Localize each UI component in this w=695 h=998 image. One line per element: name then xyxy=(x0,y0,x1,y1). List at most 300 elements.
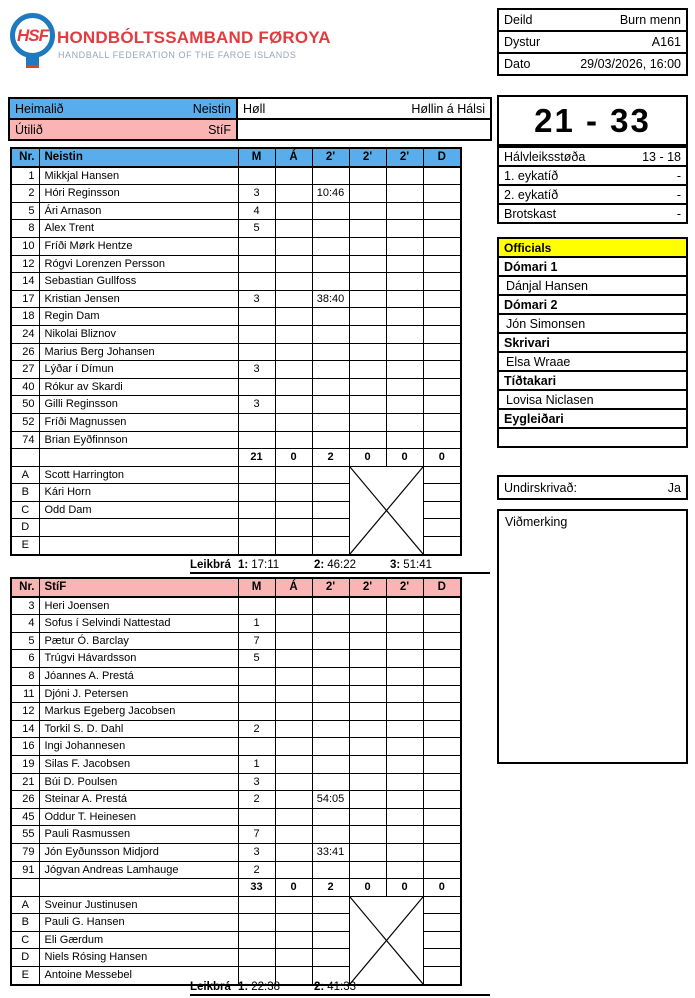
period-number: 3: xyxy=(390,559,401,571)
player-name: Silas F. Jacobsen xyxy=(39,755,238,773)
warning-cell xyxy=(275,202,312,220)
empty-cell xyxy=(238,896,275,914)
player-number: 91 xyxy=(11,861,39,879)
player-row xyxy=(11,431,461,449)
goals-cell xyxy=(238,597,275,615)
suspension-1-cell xyxy=(312,378,349,396)
score-detail-value: - xyxy=(676,206,681,221)
player-number: 40 xyxy=(11,378,39,396)
stat-column-header: 2' xyxy=(312,148,349,167)
suspension-1-cell: 54:05 xyxy=(312,791,349,809)
official-person-name: Lovisa Niclasen xyxy=(497,389,688,410)
totals-value: 0 xyxy=(386,449,423,467)
goals-cell: 3 xyxy=(238,361,275,379)
goals-cell: 7 xyxy=(238,826,275,844)
home-team-cell xyxy=(9,98,237,119)
goals-cell: 5 xyxy=(238,220,275,238)
player-row xyxy=(11,808,461,826)
empty-cell xyxy=(275,501,312,519)
score-detail-value: - xyxy=(676,168,681,183)
player-row xyxy=(11,773,461,791)
suspension-2-cell xyxy=(349,773,386,791)
home-label: Heimalið xyxy=(15,101,64,116)
empty-cell xyxy=(275,931,312,949)
suspension-2-cell xyxy=(349,273,386,291)
player-number: 1 xyxy=(11,167,39,185)
player-number: 12 xyxy=(11,255,39,273)
suspension-2-cell xyxy=(349,738,386,756)
suspension-1-cell: 38:40 xyxy=(312,290,349,308)
suspension-3-cell xyxy=(386,791,423,809)
disqualification-cell xyxy=(423,237,461,255)
player-number: 14 xyxy=(11,273,39,291)
suspension-1-cell xyxy=(312,202,349,220)
disqualification-cell xyxy=(423,431,461,449)
player-row xyxy=(11,378,461,396)
suspension-3-cell xyxy=(386,738,423,756)
goals-cell xyxy=(238,167,275,185)
suspension-1-cell xyxy=(312,738,349,756)
game-clock-entry xyxy=(314,559,390,571)
empty-cell xyxy=(312,949,349,967)
disqualification-cell xyxy=(423,361,461,379)
home-roster-table xyxy=(10,147,462,556)
suspension-3-cell xyxy=(386,290,423,308)
suspension-2-cell xyxy=(349,808,386,826)
warning-cell xyxy=(275,685,312,703)
home-team-name: Neistin xyxy=(192,101,231,116)
empty-cell xyxy=(312,466,349,484)
empty-cell xyxy=(423,896,461,914)
suspension-2-cell xyxy=(349,378,386,396)
player-name: Torkil S. D. Dahl xyxy=(39,720,238,738)
warning-cell xyxy=(275,720,312,738)
goals-cell xyxy=(238,413,275,431)
player-name: Markus Egeberg Jacobsen xyxy=(39,703,238,721)
warning-cell xyxy=(275,396,312,414)
suspension-1-cell xyxy=(312,808,349,826)
empty-cell xyxy=(423,914,461,932)
suspension-1-cell xyxy=(312,861,349,879)
player-number: 8 xyxy=(11,220,39,238)
match-info-value: 29/03/2026, 16:00 xyxy=(580,57,681,71)
disqualification-cell xyxy=(423,597,461,615)
player-row xyxy=(11,667,461,685)
cross-out-x-mark xyxy=(350,467,423,554)
suspension-2-cell xyxy=(349,202,386,220)
player-row xyxy=(11,843,461,861)
suspension-2-cell xyxy=(349,431,386,449)
match-info-row xyxy=(497,8,688,32)
player-row xyxy=(11,413,461,431)
suspension-2-cell xyxy=(349,343,386,361)
player-number: 5 xyxy=(11,632,39,650)
logo-stem xyxy=(26,55,39,68)
empty-cell xyxy=(275,914,312,932)
disqualification-cell xyxy=(423,843,461,861)
goals-cell: 7 xyxy=(238,632,275,650)
score-detail-label: Brotskast xyxy=(504,206,557,221)
crossed-out-region xyxy=(349,896,423,984)
stat-column-header: 2' xyxy=(386,578,423,597)
crossed-out-region xyxy=(349,466,423,554)
game-clock-entry xyxy=(238,559,314,571)
official-letter: E xyxy=(11,537,39,555)
suspension-3-cell xyxy=(386,413,423,431)
official-name: Scott Harrington xyxy=(39,466,238,484)
player-number: 4 xyxy=(11,615,39,633)
disqualification-cell xyxy=(423,378,461,396)
goals-cell xyxy=(238,738,275,756)
totals-value: 0 xyxy=(386,879,423,897)
suspension-3-cell xyxy=(386,431,423,449)
official-role-label: Tíðtakari xyxy=(497,370,688,391)
player-number: 5 xyxy=(11,202,39,220)
suspension-3-cell xyxy=(386,273,423,291)
player-number: 27 xyxy=(11,361,39,379)
player-number: 79 xyxy=(11,843,39,861)
goals-cell: 1 xyxy=(238,615,275,633)
player-row xyxy=(11,826,461,844)
suspension-3-cell xyxy=(386,255,423,273)
player-row xyxy=(11,273,461,291)
suspension-3-cell xyxy=(386,808,423,826)
period-time: 22:38 xyxy=(251,981,281,993)
totals-spacer xyxy=(39,879,238,897)
suspension-3-cell xyxy=(386,755,423,773)
totals-value: 33 xyxy=(238,879,275,897)
signed-label: Undirskrivað: xyxy=(504,480,577,495)
warning-cell xyxy=(275,273,312,291)
period-number: 1: xyxy=(238,981,249,993)
suspension-3-cell xyxy=(386,343,423,361)
player-number: 8 xyxy=(11,667,39,685)
away-team-name: StíF xyxy=(208,122,231,137)
suspension-1-cell xyxy=(312,650,349,668)
official-role-label: Skrivari xyxy=(497,332,688,353)
warning-cell xyxy=(275,703,312,721)
game-clock-entry xyxy=(238,981,314,993)
goals-cell: 2 xyxy=(238,791,275,809)
official-letter: C xyxy=(11,931,39,949)
totals-value: 0 xyxy=(275,449,312,467)
disqualification-cell xyxy=(423,861,461,879)
team-name-header: Neistin xyxy=(39,148,238,167)
official-letter: C xyxy=(11,501,39,519)
goals-cell: 1 xyxy=(238,755,275,773)
warning-cell xyxy=(275,773,312,791)
player-name: Regin Dam xyxy=(39,308,238,326)
player-name: Rókur av Skardi xyxy=(39,378,238,396)
stat-column-header: Á xyxy=(275,148,312,167)
suspension-2-cell xyxy=(349,220,386,238)
player-row xyxy=(11,685,461,703)
player-number: 6 xyxy=(11,650,39,668)
suspension-2-cell xyxy=(349,861,386,879)
suspension-3-cell xyxy=(386,361,423,379)
hall-label: Høll xyxy=(243,101,266,116)
totals-spacer xyxy=(11,449,39,467)
player-number: 19 xyxy=(11,755,39,773)
player-name: Trúgvi Hávardsson xyxy=(39,650,238,668)
warning-cell xyxy=(275,167,312,185)
goals-cell: 4 xyxy=(238,202,275,220)
empty-cell xyxy=(423,501,461,519)
player-name: Djóni J. Petersen xyxy=(39,685,238,703)
warning-cell xyxy=(275,378,312,396)
warning-cell xyxy=(275,290,312,308)
remarks-title: Viðmerking xyxy=(505,515,568,529)
disqualification-cell xyxy=(423,632,461,650)
hsf-logo-icon xyxy=(10,13,55,58)
goals-cell xyxy=(238,685,275,703)
goals-cell xyxy=(238,808,275,826)
player-name: Pætur Ó. Barclay xyxy=(39,632,238,650)
match-info-value: A161 xyxy=(651,35,681,49)
player-name: Jógvan Andreas Lamhauge xyxy=(39,861,238,879)
warning-cell xyxy=(275,308,312,326)
suspension-1-cell xyxy=(312,413,349,431)
suspension-3-cell xyxy=(386,308,423,326)
official-name: Odd Dam xyxy=(39,501,238,519)
disqualification-cell xyxy=(423,615,461,633)
player-name: Jón Eyðunsson Midjord xyxy=(39,843,238,861)
suspension-2-cell xyxy=(349,413,386,431)
match-info-label: Deild xyxy=(504,13,533,27)
empty-cell xyxy=(312,914,349,932)
totals-spacer xyxy=(39,449,238,467)
official-name: Kári Horn xyxy=(39,484,238,502)
suspension-2-cell xyxy=(349,325,386,343)
suspension-1-cell: 33:41 xyxy=(312,843,349,861)
empty-cell xyxy=(312,484,349,502)
signed-box xyxy=(497,475,688,500)
signed-value: Ja xyxy=(667,480,681,495)
goals-cell: 2 xyxy=(238,720,275,738)
player-row xyxy=(11,720,461,738)
away-team-cell xyxy=(9,119,237,140)
player-number: 55 xyxy=(11,826,39,844)
player-row xyxy=(11,185,461,203)
disqualification-cell xyxy=(423,255,461,273)
player-number: 3 xyxy=(11,597,39,615)
player-name: Steinar A. Prestá xyxy=(39,791,238,809)
player-number: 14 xyxy=(11,720,39,738)
suspension-3-cell xyxy=(386,861,423,879)
match-info-label: Dystur xyxy=(504,35,541,49)
player-name: Jóannes A. Prestá xyxy=(39,667,238,685)
empty-cell xyxy=(423,949,461,967)
empty-cell xyxy=(423,537,461,555)
score-detail-label: 1. eykatíð xyxy=(504,168,559,183)
totals-value: 0 xyxy=(275,879,312,897)
empty-cell xyxy=(238,914,275,932)
empty-cell xyxy=(238,484,275,502)
totals-value: 21 xyxy=(238,449,275,467)
suspension-3-cell xyxy=(386,597,423,615)
player-name: Gilli Reginsson xyxy=(39,396,238,414)
match-info-row xyxy=(497,30,688,54)
disqualification-cell xyxy=(423,720,461,738)
suspension-2-cell xyxy=(349,843,386,861)
suspension-2-cell xyxy=(349,703,386,721)
match-info-panel xyxy=(497,8,688,76)
team-official-row xyxy=(11,466,461,484)
stat-column-header: 2' xyxy=(349,148,386,167)
suspension-1-cell xyxy=(312,755,349,773)
match-info-row xyxy=(497,52,688,76)
period-time: 17:11 xyxy=(251,559,280,571)
suspension-3-cell xyxy=(386,650,423,668)
empty-cell xyxy=(312,501,349,519)
roster-header-row xyxy=(11,148,461,167)
player-number: 17 xyxy=(11,290,39,308)
player-name: Sebastian Gullfoss xyxy=(39,273,238,291)
suspension-2-cell xyxy=(349,755,386,773)
suspension-3-cell xyxy=(386,396,423,414)
player-name: Mikkjal Hansen xyxy=(39,167,238,185)
score-detail-row xyxy=(497,184,688,205)
player-name: Brian Eyðfinnson xyxy=(39,431,238,449)
stat-column-header: M xyxy=(238,148,275,167)
player-row xyxy=(11,650,461,668)
player-row xyxy=(11,632,461,650)
suspension-2-cell xyxy=(349,615,386,633)
score-detail-row xyxy=(497,165,688,186)
nr-column-header: Nr. xyxy=(11,578,39,597)
player-name: Fríði Magnussen xyxy=(39,413,238,431)
empty-cell xyxy=(275,519,312,537)
suspension-2-cell xyxy=(349,255,386,273)
disqualification-cell xyxy=(423,202,461,220)
warning-cell xyxy=(275,755,312,773)
suspension-1-cell xyxy=(312,325,349,343)
suspension-3-cell xyxy=(386,167,423,185)
suspension-3-cell xyxy=(386,237,423,255)
official-role-label: Dómari 1 xyxy=(497,256,688,277)
suspension-2-cell xyxy=(349,167,386,185)
player-row xyxy=(11,597,461,615)
suspension-1-cell xyxy=(312,396,349,414)
score-detail-rows xyxy=(497,146,688,224)
suspension-1-cell xyxy=(312,220,349,238)
period-time: 41:33 xyxy=(327,981,357,993)
warning-cell xyxy=(275,597,312,615)
suspension-1-cell xyxy=(312,703,349,721)
remarks-box xyxy=(497,509,688,764)
official-letter: B xyxy=(11,914,39,932)
disqualification-cell xyxy=(423,826,461,844)
totals-row xyxy=(11,879,461,897)
official-person-name: Jón Simonsen xyxy=(497,313,688,334)
federation-name: HONDBÓLTSSAMBAND FØROYA xyxy=(57,28,331,47)
player-row xyxy=(11,167,461,185)
official-name: Niels Rósing Hansen xyxy=(39,949,238,967)
player-name: Fríði Mørk Hentze xyxy=(39,237,238,255)
player-row xyxy=(11,861,461,879)
game-clock-entry xyxy=(314,981,390,993)
warning-cell xyxy=(275,255,312,273)
suspension-1-cell xyxy=(312,632,349,650)
official-name xyxy=(39,519,238,537)
suspension-1-cell xyxy=(312,667,349,685)
official-person-name: Elsa Wraae xyxy=(497,351,688,372)
disqualification-cell xyxy=(423,685,461,703)
suspension-3-cell xyxy=(386,667,423,685)
suspension-3-cell xyxy=(386,615,423,633)
player-row xyxy=(11,202,461,220)
goals-cell: 5 xyxy=(238,650,275,668)
disqualification-cell xyxy=(423,808,461,826)
disqualification-cell xyxy=(423,167,461,185)
match-info-value: Burn menn xyxy=(619,13,681,27)
suspension-2-cell xyxy=(349,396,386,414)
disqualification-cell xyxy=(423,667,461,685)
player-number: 74 xyxy=(11,431,39,449)
official-name: Sveinur Justinusen xyxy=(39,896,238,914)
goals-cell xyxy=(238,237,275,255)
goals-cell xyxy=(238,343,275,361)
warning-cell xyxy=(275,861,312,879)
suspension-1-cell xyxy=(312,361,349,379)
goals-cell: 3 xyxy=(238,185,275,203)
disqualification-cell xyxy=(423,413,461,431)
warning-cell xyxy=(275,808,312,826)
disqualification-cell xyxy=(423,738,461,756)
official-person-name: Dánjal Hansen xyxy=(497,275,688,296)
player-name: Pauli Rasmussen xyxy=(39,826,238,844)
period-number: 2: xyxy=(314,981,325,993)
officials-title: Officials xyxy=(497,237,688,258)
official-letter: D xyxy=(11,949,39,967)
totals-row xyxy=(11,449,461,467)
suspension-2-cell xyxy=(349,597,386,615)
empty-cell xyxy=(275,896,312,914)
player-name: Heri Joensen xyxy=(39,597,238,615)
disqualification-cell xyxy=(423,185,461,203)
player-row xyxy=(11,755,461,773)
goals-cell: 3 xyxy=(238,843,275,861)
score-detail-row xyxy=(497,203,688,224)
player-number: 26 xyxy=(11,343,39,361)
suspension-3-cell xyxy=(386,325,423,343)
goals-cell xyxy=(238,431,275,449)
suspension-2-cell xyxy=(349,361,386,379)
disqualification-cell xyxy=(423,773,461,791)
federation-subtitle: HANDBALL FEDERATION OF THE FAROE ISLANDS xyxy=(58,50,297,60)
player-name: Kristian Jensen xyxy=(39,290,238,308)
official-name xyxy=(39,537,238,555)
official-name: Eli Gærdum xyxy=(39,931,238,949)
suspension-2-cell xyxy=(349,791,386,809)
warning-cell xyxy=(275,237,312,255)
player-row xyxy=(11,290,461,308)
player-row xyxy=(11,220,461,238)
federation-logo xyxy=(10,13,60,75)
warning-cell xyxy=(275,325,312,343)
goals-cell xyxy=(238,325,275,343)
suspension-1-cell xyxy=(312,167,349,185)
player-name: Rógvi Lorenzen Persson xyxy=(39,255,238,273)
warning-cell xyxy=(275,343,312,361)
logo-initials: HSF xyxy=(17,25,48,45)
officials-panel xyxy=(497,237,688,448)
player-name: Alex Trent xyxy=(39,220,238,238)
roster-header-row xyxy=(11,578,461,597)
player-row xyxy=(11,237,461,255)
game-clock-entry xyxy=(390,559,466,571)
empty-cell xyxy=(275,466,312,484)
